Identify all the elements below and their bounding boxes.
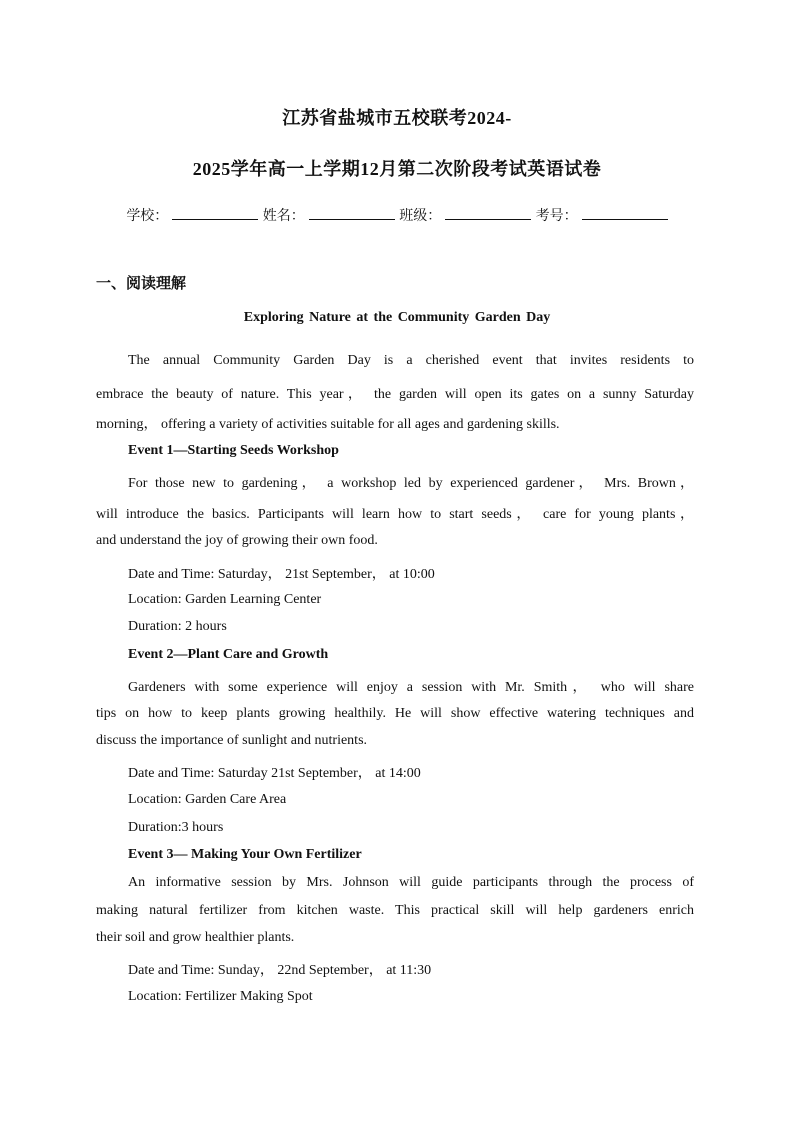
class-blank (445, 206, 531, 220)
section-heading: 一、阅读理解 (96, 274, 187, 292)
event2-desc-line: Gardeners with some experience will enjoy a session with Mr. Smith， who will share (128, 680, 694, 695)
name-blank (309, 206, 395, 220)
event2-desc-line: tips on how to keep plants growing healthily. He will show effective watering techniques and (96, 706, 694, 721)
event3-date: Date and Time: Sunday， 22nd September， at 11:30 (128, 963, 432, 978)
exam-title-line1: 江苏省盐城市五校联考2024- (282, 108, 512, 128)
event1-desc-line: For those new to gardening， a workshop led by experienced gardener， Mrs. Brown， (128, 476, 694, 491)
event3-desc-line: An informative session by Mrs. Johnson will guide participants through the process of (128, 875, 694, 890)
intro-line: embrace the beauty of nature. This year， the garden will open its gates on a sunny Saturday (96, 387, 694, 402)
event1-duration: Duration: 2 hours (128, 619, 227, 634)
intro-line: The annual Community Garden Day is a cherished event that invites residents to (128, 353, 694, 368)
passage-title: Exploring Nature at the Community Garden Day (243, 310, 551, 325)
event2-date: Date and Time: Saturday 21st September， at 14:00 (128, 766, 421, 781)
event1-desc-line: will introduce the basics. Participants will learn how to start seeds， care for young plants， (96, 507, 694, 522)
event2-duration: Duration:3 hours (128, 820, 224, 835)
school-blank (172, 206, 258, 220)
event1-date: Date and Time: Saturday， 21st September， at 10:00 (128, 567, 435, 582)
event3-desc-line: their soil and grow healthier plants. (96, 930, 295, 945)
event2-desc-line: discuss the importance of sunlight and nutrients. (96, 733, 368, 748)
event3-heading: Event 3— Making Your Own Fertilizer (128, 847, 362, 862)
event2-location: Location: Garden Care Area (128, 792, 287, 807)
exam-title-line2: 2025学年高一上学期12月第二次阶段考试英语试卷 (192, 159, 602, 179)
event3-desc-line: making natural fertilizer from kitchen waste. This practical skill will help gardeners enrich (96, 903, 694, 918)
event3-location: Location: Fertilizer Making Spot (128, 989, 313, 1004)
event1-heading: Event 1—Starting Seeds Workshop (128, 443, 339, 458)
exam-number-label: 考号： (535, 208, 578, 224)
event2-heading: Event 2—Plant Care and Growth (128, 647, 329, 662)
exam-number-blank (582, 206, 668, 220)
name-label: 姓名： (262, 208, 305, 224)
intro-line: morning， offering a variety of activities suitable for all ages and gardening skills. (96, 417, 560, 432)
school-label: 学校： (126, 208, 169, 224)
class-label: 班级： (399, 208, 442, 224)
event1-location: Location: Garden Learning Center (128, 592, 322, 607)
event1-desc-line: and understand the joy of growing their own food. (96, 533, 378, 548)
student-info-row (0, 205, 794, 225)
